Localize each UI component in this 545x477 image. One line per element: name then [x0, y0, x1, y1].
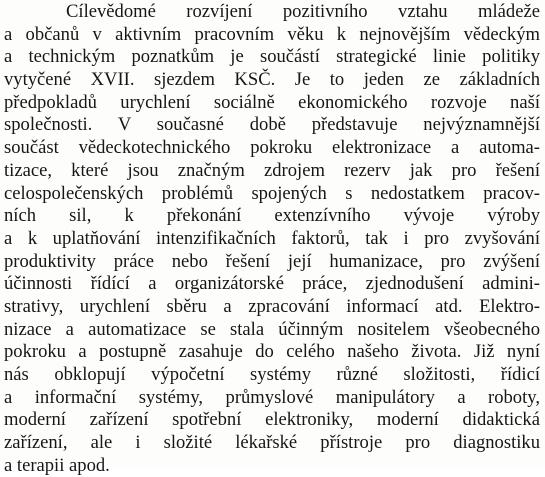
paragraph-line-21: a terapii apod.	[4, 454, 110, 476]
paragraph-line-1: Cílevědomé rozvíjení pozitivního vztahu mládeže	[66, 1, 540, 22]
paragraph-line-8: tizace, které jsou značným zdrojem rezerv jak pro řešení	[4, 159, 540, 181]
paragraph-line-4: vytyčené XVII. sjezdem KSČ. Je to jeden ze základních	[4, 69, 540, 91]
paragraph-line-15: nizace a automatizace se stala účinným nositelem všeobecného	[4, 318, 540, 340]
body-paragraph	[4, 1, 540, 477]
paragraph-line-2: a občanů v aktivním pracovním věku k nejnovějším vědeckým	[4, 23, 540, 45]
paragraph-line-11: a k uplatňování intenzifikačních faktorů, tak i pro zvyšování	[4, 227, 540, 249]
paragraph-line-20: zařízení, ale i složité lékařské přístroje pro diagnostiku	[4, 432, 540, 454]
paragraph-line-17: nás obklopují výpočetní systémy různé složitosti, řídicí	[4, 364, 540, 385]
paragraph-line-7: součást vědeckotechnického pokroku elektronizace a automa-	[4, 137, 540, 159]
paragraph-line-5: předpokladů urychlení sociálně ekonomického rozvoje naší	[4, 91, 540, 113]
paragraph-line-18: a informační systémy, průmyslové manipulátory a roboty,	[4, 386, 540, 408]
paragraph-line-16: pokroku a postupně zasahuje do celého našeho života. Již nyní	[4, 341, 540, 363]
paragraph-line-19: moderní zařízení spotřební elektroniky, moderní didaktická	[4, 409, 540, 431]
paragraph-line-10: ních sil, k překonání extenzívního vývoje výroby	[4, 205, 540, 227]
paragraph-line-14: strativy, urychlení sběru a zpracování informací atd. Elektro-	[4, 295, 540, 317]
paragraph-line-9: celospolečenských problémů spojených s nedostatkem pracov-	[4, 182, 540, 204]
paragraph-line-13: účinnosti řídící a organizátorské práce, zjednodušení admini-	[4, 273, 540, 295]
paragraph-line-6: společnosti. V současné době představuje nejvýznamnější	[4, 114, 540, 136]
paragraph-line-3: a technickým poznatkům je součástí strategické linie politiky	[4, 46, 540, 68]
paragraph-line-12: produktivity práce nebo řešení její humanizace, pro zvýšení	[4, 250, 540, 272]
